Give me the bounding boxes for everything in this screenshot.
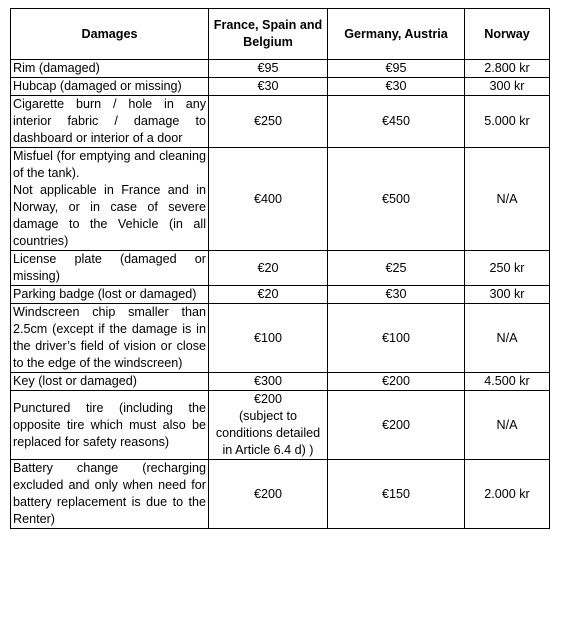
price-norway: 4.500 kr (465, 373, 550, 391)
damage-cell (11, 148, 209, 251)
header-damages: Damages (11, 9, 209, 60)
price-germany-austria: €100 (328, 304, 465, 373)
table-row (11, 251, 550, 286)
header-row (11, 9, 550, 60)
damage-cell: Battery change (recharging excluded and only when need for battery replacement is due to the Renter) (11, 460, 209, 529)
damage-cell: Windscreen chip smaller than 2.5cm (except if the damage is in the driver’s field of vision or close to the edge of the windscreen) (11, 304, 209, 373)
price-france-spain-belgium: €95 (209, 60, 328, 78)
damage-line: Not applicable in France and in Norway, or in case of severe damage to the Vehicle (in all countries) (13, 183, 206, 248)
price-norway: 300 kr (465, 286, 550, 304)
damage-cell: License plate (damaged or missing) (11, 251, 209, 286)
table-row (11, 96, 550, 148)
price-germany-austria: €30 (328, 78, 465, 96)
price-germany-austria: €450 (328, 96, 465, 148)
price-france-spain-belgium: €250 (209, 96, 328, 148)
price-germany-austria: €200 (328, 391, 465, 460)
price-germany-austria: €500 (328, 148, 465, 251)
price-france-spain-belgium: €200 (209, 460, 328, 529)
header-germany-austria: Germany, Austria (328, 9, 465, 60)
price-norway: 250 kr (465, 251, 550, 286)
damage-cell: Rim (damaged) (11, 60, 209, 78)
price-germany-austria: €25 (328, 251, 465, 286)
damage-cell: Parking badge (lost or damaged) (11, 286, 209, 304)
price-norway: N/A (465, 391, 550, 460)
price-france-spain-belgium: €20 (209, 286, 328, 304)
table-row (11, 460, 550, 529)
price-norway: N/A (465, 148, 550, 251)
damage-cell: Key (lost or damaged) (11, 373, 209, 391)
price-value: €200 (253, 392, 283, 406)
price-germany-austria: €30 (328, 286, 465, 304)
price-france-spain-belgium (209, 391, 328, 460)
table-row (11, 391, 550, 460)
damage-line: Misfuel (for emptying and cleaning of the tank). (13, 149, 206, 180)
table-row (11, 148, 550, 251)
price-condition-note: (subject to conditions detailed in Article 6.4 d) ) (215, 409, 321, 457)
price-germany-austria: €150 (328, 460, 465, 529)
header-france-spain-belgium: France, Spain and Belgium (209, 9, 328, 60)
price-norway: 300 kr (465, 78, 550, 96)
price-germany-austria: €200 (328, 373, 465, 391)
table-row (11, 373, 550, 391)
header-norway: Norway (465, 9, 550, 60)
damages-table (10, 8, 550, 529)
table-row (11, 304, 550, 373)
damage-cell: Cigarette burn / hole in any interior fabric / damage to dashboard or interior of a door (11, 96, 209, 148)
price-norway: 5.000 kr (465, 96, 550, 148)
damage-cell: Hubcap (damaged or missing) (11, 78, 209, 96)
price-france-spain-belgium: €100 (209, 304, 328, 373)
price-norway: N/A (465, 304, 550, 373)
price-norway: 2.000 kr (465, 460, 550, 529)
price-france-spain-belgium: €400 (209, 148, 328, 251)
table-row (11, 78, 550, 96)
price-france-spain-belgium: €20 (209, 251, 328, 286)
price-france-spain-belgium: €300 (209, 373, 328, 391)
table-row (11, 286, 550, 304)
table-row (11, 60, 550, 78)
price-france-spain-belgium: €30 (209, 78, 328, 96)
price-norway: 2.800 kr (465, 60, 550, 78)
price-germany-austria: €95 (328, 60, 465, 78)
damage-cell: Punctured tire (including the opposite tire which must also be replaced for safety reasons) (11, 391, 209, 460)
